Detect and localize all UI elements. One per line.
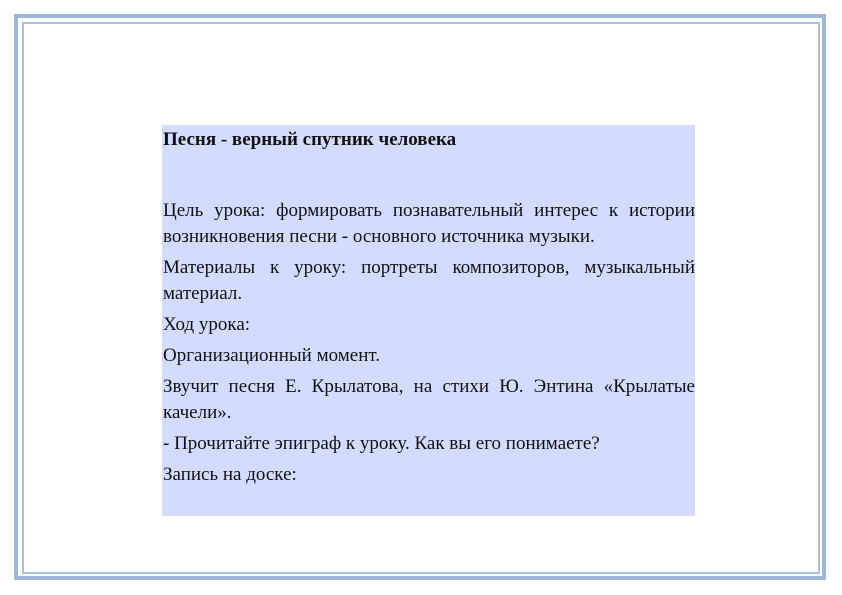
- board-note: Запись на доске:: [163, 464, 297, 485]
- organizational-moment: Организационный момент.: [163, 345, 380, 366]
- epigraph-question: - Прочитайте эпиграф к уроку. Как вы его понимаете?: [163, 433, 600, 454]
- lesson-goal: Цель урока: формировать познавательный интерес к истории возникновения песни - основного источника музыки.: [163, 200, 695, 247]
- song-plays: Звучит песня Е. Крылатова, на стихи Ю. Энтина «Крылатые качели».: [163, 376, 695, 423]
- text-block: [162, 125, 695, 516]
- lesson-materials: Материалы к уроку: портреты композиторов, музыкальный материал.: [163, 257, 695, 304]
- lesson-course-heading: Ход урока:: [163, 314, 251, 335]
- spacer: [163, 153, 695, 198]
- lesson-title: Песня - верный спутник человека: [163, 129, 457, 150]
